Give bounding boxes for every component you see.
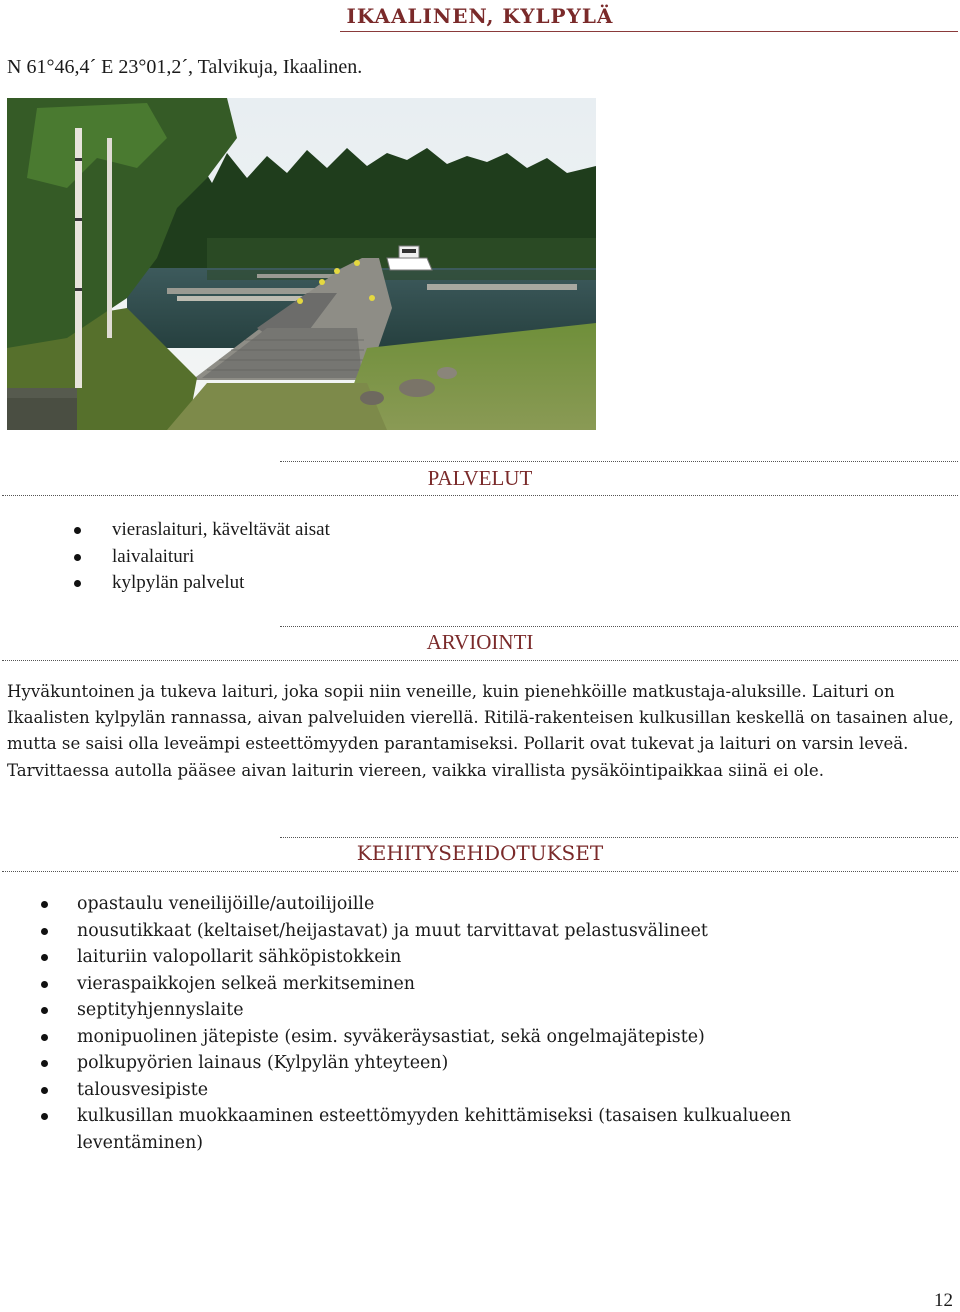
list-item: nousutikkaat (keltaiset/heijastavat) ja muut tarvittavat pelastusvälineet (30, 918, 877, 945)
services-top-rule (280, 461, 958, 462)
photo-image-icon (7, 98, 596, 430)
list-item: kulkusillan muokkaaminen esteettömyyden kehittämiseksi (tasaisen kulkualueen leventäminen) (30, 1103, 877, 1156)
proposals-top-rule (280, 837, 958, 838)
assessment-bottom-rule (2, 660, 958, 661)
list-item: septityhjennyslaite (30, 997, 877, 1024)
services-bottom-rule (2, 495, 958, 496)
list-item: polkupyörien lainaus (Kylpylän yhteyteen) (30, 1050, 877, 1077)
list-item: laivalaituri (60, 543, 330, 570)
list-item: opastaulu veneilijöille/autoilijoille (30, 891, 877, 918)
services-list (60, 516, 330, 596)
location-coordinates: N 61°46,4´ E 23°01,2´, Talvikuja, Ikaalinen. (7, 56, 363, 78)
page-number: 12 (934, 1290, 953, 1311)
assessment-text: Hyväkuntoinen ja tukeva laituri, joka sopii niin veneille, kuin pienehköille matkustaja-aluksille. Laituri on Ikaalisten kylpylän rannassa, aivan palveluiden vierellä. Ritilä-rakenteisen kulkusillan keskellä on tasainen alue, mutta se saisi olla leveämpi esteettömyyden parantamiseksi. Pollarit ovat tukevat ja laituri on varsin leveä. Tarvittaessa autolla pääsee aivan laiturin viereen, vaikka virallista pysäköintipaikkaa siinä ei ole. (7, 682, 954, 780)
harbor-photo (7, 98, 596, 430)
document-title: IKAALINEN, KYLPYLÄ (346, 4, 614, 28)
list-item: laituriin valopollarit sähköpistokkein (30, 944, 877, 971)
list-item: kylpylän palvelut (60, 569, 330, 596)
assessment-heading: ARVIOINTI (426, 630, 534, 654)
list-item: vieraslaituri, käveltävät aisat (60, 516, 330, 543)
assessment-top-rule (280, 626, 958, 627)
proposals-heading: KEHITYSEHDOTUKSET (356, 841, 604, 865)
title-rule (340, 31, 958, 32)
list-item: monipuolinen jätepiste (esim. syväkeräysastiat, sekä ongelmajätepiste) (30, 1024, 877, 1051)
list-item: talousvesipiste (30, 1077, 877, 1104)
proposals-list (30, 891, 877, 1156)
services-heading: PALVELUT (427, 466, 533, 490)
proposals-bottom-rule (2, 871, 958, 872)
list-item: vieraspaikkojen selkeä merkitseminen (30, 971, 877, 998)
